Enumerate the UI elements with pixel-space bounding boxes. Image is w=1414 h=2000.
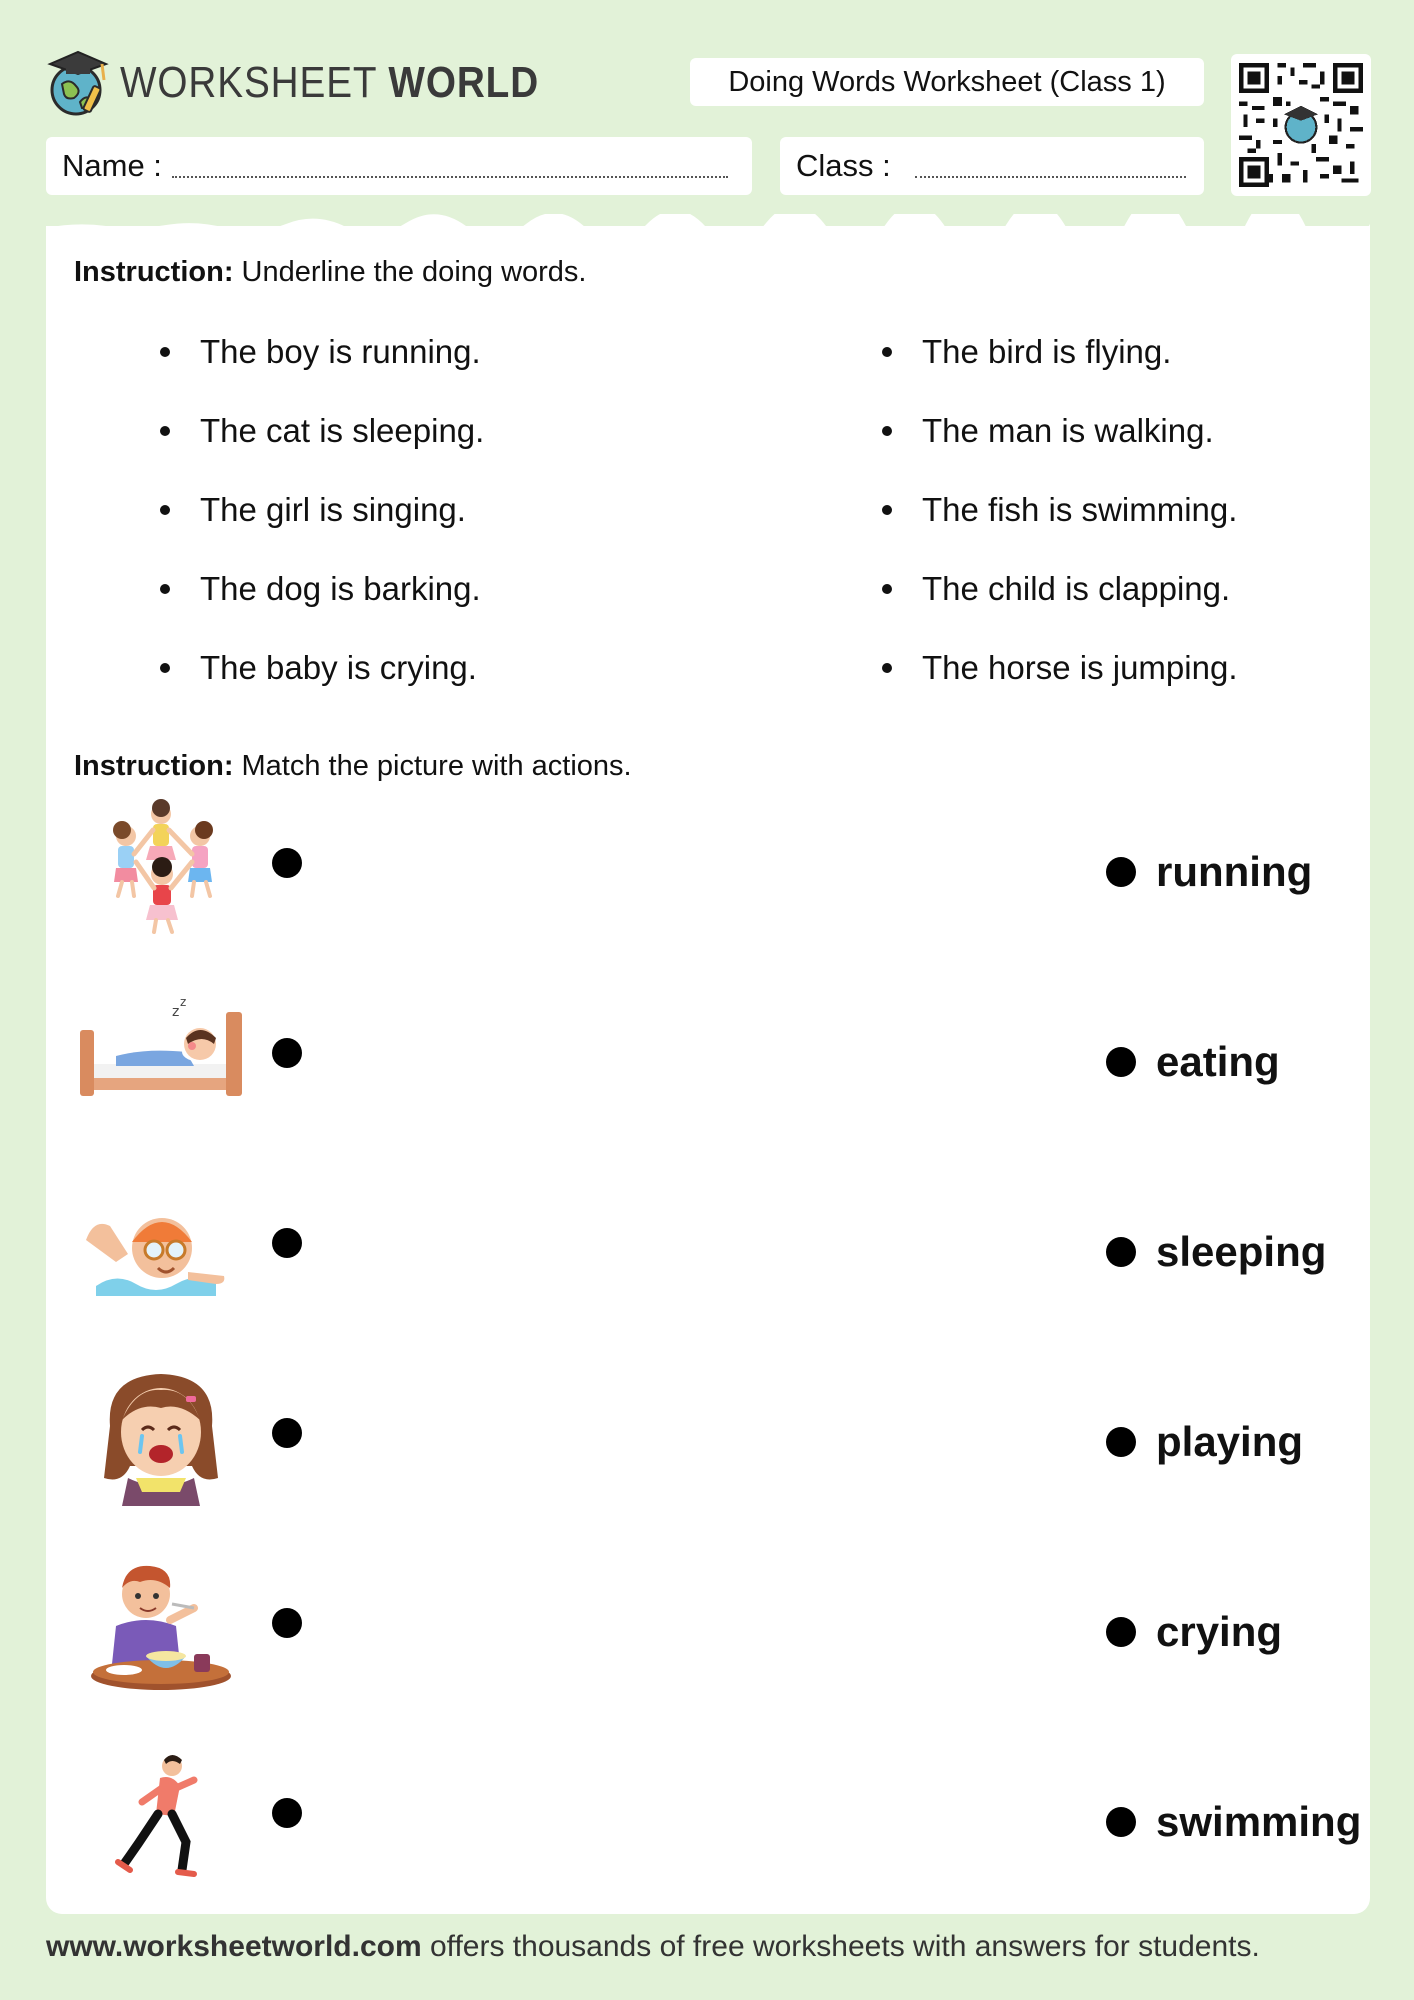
class-input-line[interactable] <box>915 154 1186 178</box>
qr-code <box>1231 54 1371 196</box>
action-word: playing <box>1156 1418 1304 1465</box>
instruction-underline <box>74 256 586 289</box>
name-field[interactable] <box>46 137 752 195</box>
woman-running-icon <box>76 1746 246 1886</box>
children-playing-icon <box>76 796 246 936</box>
instruction-text: Match the picture with actions. <box>241 750 632 782</box>
name-input-line[interactable] <box>172 154 728 178</box>
boy-eating-icon <box>76 1556 246 1696</box>
class-label: Class : <box>796 148 891 183</box>
girl-crying-icon <box>76 1366 246 1506</box>
list-item[interactable]: The horse is jumping. <box>882 648 1237 727</box>
brand-name <box>120 46 539 120</box>
instruction-text: Underline the doing words. <box>241 256 587 288</box>
match-dot-left-5[interactable] <box>272 1608 302 1638</box>
match-dot-right-1[interactable] <box>1106 857 1136 887</box>
footer-text: offers thousands of free worksheets with answers for students. <box>421 1930 1260 1963</box>
qr-code-icon <box>1239 62 1363 188</box>
action-word: running <box>1156 848 1313 895</box>
match-dot-right-4[interactable] <box>1106 1427 1136 1457</box>
worksheet-card <box>46 226 1370 1914</box>
list-item[interactable]: The bird is flying. <box>882 332 1237 411</box>
list-item[interactable]: The fish is swimming. <box>882 490 1237 569</box>
match-dot-left-2[interactable] <box>272 1038 302 1068</box>
child-swimming-icon <box>76 1176 246 1316</box>
brand-name-bold: WORLD <box>388 58 540 107</box>
action-word: eating <box>1156 1038 1280 1085</box>
svg-text:z: z <box>172 1004 180 1020</box>
match-dot-right-5[interactable] <box>1106 1617 1136 1647</box>
footer-link[interactable]: www.worksheetworld.com <box>46 1930 422 1963</box>
brand-name-light: WORKSHEET <box>120 58 377 107</box>
match-dot-left-6[interactable] <box>272 1798 302 1828</box>
sentence-list-right <box>882 332 1237 727</box>
list-item[interactable]: The dog is barking. <box>160 569 484 648</box>
worksheet-title: Doing Words Worksheet (Class 1) <box>690 58 1204 106</box>
action-word: swimming <box>1156 1798 1362 1845</box>
action-word: crying <box>1156 1608 1283 1655</box>
globe-graduation-cap-icon <box>44 46 114 120</box>
svg-text:z: z <box>180 995 187 1009</box>
list-item[interactable]: The cat is sleeping. <box>160 411 484 490</box>
match-dot-right-6[interactable] <box>1106 1807 1136 1837</box>
list-item[interactable]: The child is clapping. <box>882 569 1237 648</box>
brand-logo <box>44 46 596 120</box>
match-dot-right-2[interactable] <box>1106 1047 1136 1077</box>
footer <box>46 1930 1260 1964</box>
match-dot-left-1[interactable] <box>272 848 302 878</box>
match-dot-left-4[interactable] <box>272 1418 302 1448</box>
instruction-label: Instruction: <box>74 256 234 288</box>
instruction-label: Instruction: <box>74 750 234 782</box>
match-dot-right-3[interactable] <box>1106 1237 1136 1267</box>
instruction-match <box>74 750 632 783</box>
class-field[interactable] <box>780 137 1204 195</box>
list-item[interactable]: The baby is crying. <box>160 648 484 727</box>
action-word: sleeping <box>1156 1228 1327 1275</box>
list-item[interactable]: The man is walking. <box>882 411 1237 490</box>
match-dot-left-3[interactable] <box>272 1228 302 1258</box>
list-item[interactable]: The girl is singing. <box>160 490 484 569</box>
child-sleeping-icon <box>76 986 246 1126</box>
sentence-list-left <box>160 332 484 727</box>
name-label: Name : <box>62 148 162 183</box>
list-item[interactable]: The boy is running. <box>160 332 484 411</box>
